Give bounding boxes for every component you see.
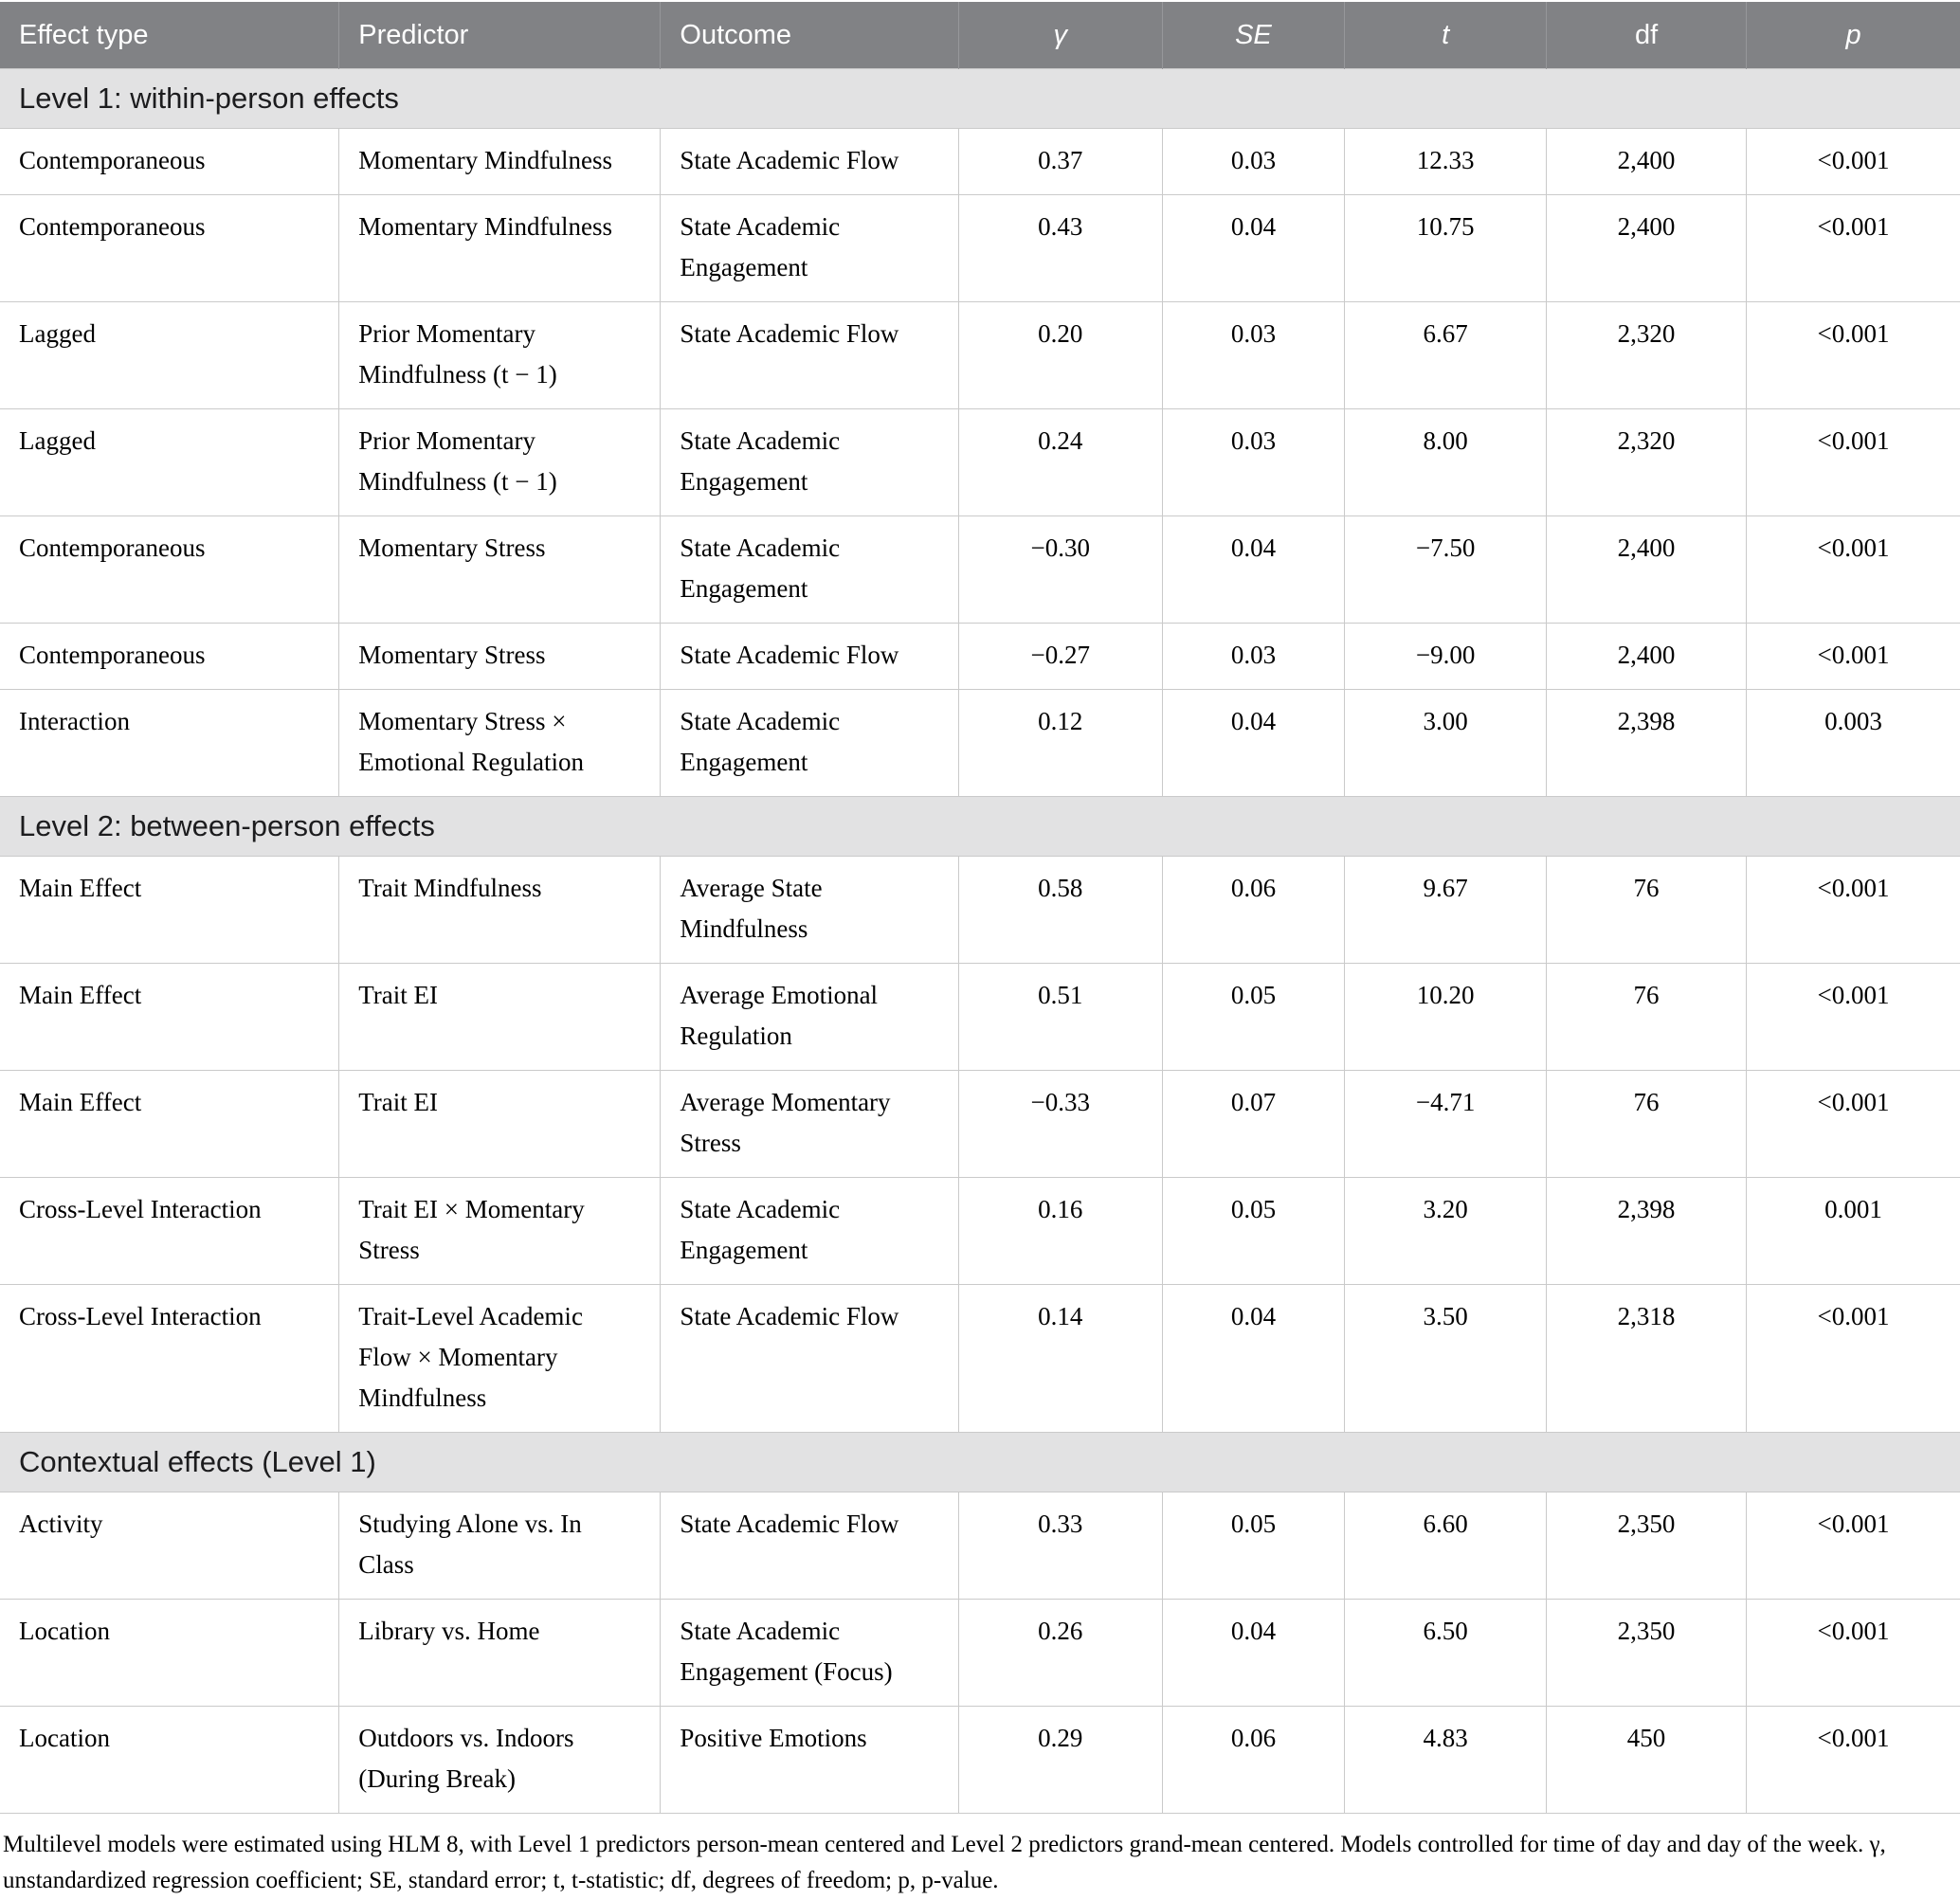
- table-row: [0, 857, 1960, 964]
- table-cell-p: <0.001: [1747, 195, 1960, 302]
- table-cell-t: −7.50: [1345, 516, 1547, 624]
- table-cell-effect-type: Cross-Level Interaction: [0, 1178, 339, 1285]
- table-cell-outcome: State Academic Flow: [661, 1492, 958, 1600]
- table-cell-gamma: 0.12: [958, 690, 1162, 797]
- table-cell-p: <0.001: [1747, 516, 1960, 624]
- table-cell-outcome: State Academic Engagement: [661, 409, 958, 516]
- table-cell-gamma: 0.26: [958, 1600, 1162, 1707]
- table-cell-df: 2,400: [1547, 624, 1747, 690]
- table-cell-df: 2,320: [1547, 302, 1747, 409]
- table-cell-t: 3.50: [1345, 1285, 1547, 1433]
- table-cell-df: 2,320: [1547, 409, 1747, 516]
- table-cell-se: 0.04: [1162, 516, 1344, 624]
- table-cell-predictor: Outdoors vs. Indoors (During Break): [339, 1707, 661, 1814]
- table-cell-p: <0.001: [1747, 302, 1960, 409]
- table-cell-p: <0.001: [1747, 1707, 1960, 1814]
- table-cell-predictor: Momentary Mindfulness: [339, 195, 661, 302]
- table-cell-t: −9.00: [1345, 624, 1547, 690]
- table-cell-effect-type: Lagged: [0, 302, 339, 409]
- table-cell-df: 2,400: [1547, 129, 1747, 195]
- table-cell-effect-type: Contemporaneous: [0, 129, 339, 195]
- table-cell-p: <0.001: [1747, 1071, 1960, 1178]
- table-cell-se: 0.07: [1162, 1071, 1344, 1178]
- table-cell-effect-type: Activity: [0, 1492, 339, 1600]
- column-header-predictor: Predictor: [339, 2, 661, 69]
- table-cell-t: 10.20: [1345, 964, 1547, 1071]
- table-row: [0, 1600, 1960, 1707]
- table-cell-effect-type: Contemporaneous: [0, 624, 339, 690]
- table-row: [0, 516, 1960, 624]
- section-title: Level 1: within-person effects: [0, 69, 1960, 129]
- table-cell-outcome: State Academic Engagement: [661, 690, 958, 797]
- column-header-outcome: Outcome: [661, 2, 958, 69]
- section-header-row-2: [0, 1433, 1960, 1492]
- table-cell-predictor: Trait EI × Momentary Stress: [339, 1178, 661, 1285]
- table-row: [0, 195, 1960, 302]
- results-table: [0, 2, 1960, 1814]
- table-cell-p: <0.001: [1747, 964, 1960, 1071]
- table-cell-predictor: Momentary Stress: [339, 624, 661, 690]
- table-cell-predictor: Momentary Stress × Emotional Regulation: [339, 690, 661, 797]
- table-cell-p: <0.001: [1747, 1600, 1960, 1707]
- table-row: [0, 624, 1960, 690]
- column-header-gamma: γ: [958, 2, 1162, 69]
- table-cell-df: 2,350: [1547, 1492, 1747, 1600]
- table-header: [0, 2, 1960, 69]
- table-cell-p: <0.001: [1747, 857, 1960, 964]
- table-cell-gamma: 0.24: [958, 409, 1162, 516]
- table-cell-outcome: Average Momentary Stress: [661, 1071, 958, 1178]
- table-cell-gamma: 0.16: [958, 1178, 1162, 1285]
- table-cell-p: <0.001: [1747, 1285, 1960, 1433]
- table-cell-gamma: 0.37: [958, 129, 1162, 195]
- table-cell-se: 0.03: [1162, 624, 1344, 690]
- table-cell-outcome: Positive Emotions: [661, 1707, 958, 1814]
- table-cell-outcome: Average Emotional Regulation: [661, 964, 958, 1071]
- column-header-effect-type: Effect type: [0, 2, 339, 69]
- table-cell-se: 0.05: [1162, 1492, 1344, 1600]
- table-cell-t: 3.00: [1345, 690, 1547, 797]
- table-cell-predictor: Momentary Stress: [339, 516, 661, 624]
- table-cell-predictor: Prior Momentary Mindfulness (t − 1): [339, 302, 661, 409]
- table-cell-t: 6.67: [1345, 302, 1547, 409]
- table-cell-df: 76: [1547, 857, 1747, 964]
- table-row: [0, 964, 1960, 1071]
- table-cell-df: 2,400: [1547, 516, 1747, 624]
- table-row: [0, 409, 1960, 516]
- table-cell-p: <0.001: [1747, 624, 1960, 690]
- table-cell-gamma: 0.58: [958, 857, 1162, 964]
- table-cell-p: <0.001: [1747, 409, 1960, 516]
- table-cell-p: <0.001: [1747, 1492, 1960, 1600]
- table-cell-predictor: Trait Mindfulness: [339, 857, 661, 964]
- table-cell-outcome: State Academic Engagement: [661, 516, 958, 624]
- table-cell-effect-type: Contemporaneous: [0, 516, 339, 624]
- table-cell-gamma: 0.51: [958, 964, 1162, 1071]
- table-cell-se: 0.04: [1162, 690, 1344, 797]
- table-cell-outcome: State Academic Flow: [661, 302, 958, 409]
- table-cell-gamma: −0.27: [958, 624, 1162, 690]
- table-cell-t: 12.33: [1345, 129, 1547, 195]
- table-cell-effect-type: Contemporaneous: [0, 195, 339, 302]
- table-cell-effect-type: Interaction: [0, 690, 339, 797]
- table-cell-se: 0.06: [1162, 857, 1344, 964]
- table-row: [0, 1492, 1960, 1600]
- table-cell-outcome: State Academic Engagement (Focus): [661, 1600, 958, 1707]
- table-cell-outcome: State Academic Flow: [661, 1285, 958, 1433]
- table-cell-df: 76: [1547, 964, 1747, 1071]
- table-cell-outcome: State Academic Engagement: [661, 1178, 958, 1285]
- table-cell-p: 0.003: [1747, 690, 1960, 797]
- table-cell-t: 9.67: [1345, 857, 1547, 964]
- table-cell-effect-type: Main Effect: [0, 857, 339, 964]
- table-cell-predictor: Library vs. Home: [339, 1600, 661, 1707]
- table-cell-effect-type: Main Effect: [0, 964, 339, 1071]
- table-cell-t: 3.20: [1345, 1178, 1547, 1285]
- section-header-row-1: [0, 797, 1960, 857]
- table-row: [0, 1285, 1960, 1433]
- column-header-p: p: [1747, 2, 1960, 69]
- section-title: Level 2: between-person effects: [0, 797, 1960, 857]
- table-row: [0, 302, 1960, 409]
- table-cell-df: 2,400: [1547, 195, 1747, 302]
- table-cell-effect-type: Cross-Level Interaction: [0, 1285, 339, 1433]
- column-header-row: [0, 2, 1960, 69]
- table-row: [0, 690, 1960, 797]
- table-cell-predictor: Studying Alone vs. In Class: [339, 1492, 661, 1600]
- table-cell-t: 6.60: [1345, 1492, 1547, 1600]
- table-cell-se: 0.03: [1162, 302, 1344, 409]
- table-cell-p: <0.001: [1747, 129, 1960, 195]
- table-cell-t: −4.71: [1345, 1071, 1547, 1178]
- table-row: [0, 1071, 1960, 1178]
- table-cell-df: 2,398: [1547, 690, 1747, 797]
- table-cell-effect-type: Lagged: [0, 409, 339, 516]
- table-cell-gamma: 0.33: [958, 1492, 1162, 1600]
- table-cell-gamma: 0.29: [958, 1707, 1162, 1814]
- table-cell-gamma: 0.20: [958, 302, 1162, 409]
- table-footnote: Multilevel models were estimated using HLM 8, with Level 1 predictors person-mean centered and Level 2 predictors grand-mean centered. Models controlled for time of day and day of the week. γ, unstandardized regression coefficient; SE, standard error; t, t-statistic; df, degrees of freedom; p, p-value.: [3, 1832, 1886, 1893]
- table-cell-t: 6.50: [1345, 1600, 1547, 1707]
- section-title: Contextual effects (Level 1): [0, 1433, 1960, 1492]
- table-cell-predictor: Momentary Mindfulness: [339, 129, 661, 195]
- table-row: [0, 129, 1960, 195]
- table-cell-df: 76: [1547, 1071, 1747, 1178]
- table-cell-df: 2,350: [1547, 1600, 1747, 1707]
- table-cell-df: 2,398: [1547, 1178, 1747, 1285]
- table-cell-predictor: Trait-Level Academic Flow × Momentary Mindfulness: [339, 1285, 661, 1433]
- table-cell-t: 4.83: [1345, 1707, 1547, 1814]
- table-cell-predictor: Trait EI: [339, 964, 661, 1071]
- table-cell-p: 0.001: [1747, 1178, 1960, 1285]
- table-cell-gamma: −0.33: [958, 1071, 1162, 1178]
- table-cell-df: 2,318: [1547, 1285, 1747, 1433]
- table-cell-effect-type: Location: [0, 1707, 339, 1814]
- table-cell-gamma: 0.43: [958, 195, 1162, 302]
- table-cell-t: 10.75: [1345, 195, 1547, 302]
- table-cell-effect-type: Location: [0, 1600, 339, 1707]
- column-header-se: SE: [1162, 2, 1344, 69]
- table-row: [0, 1178, 1960, 1285]
- table-row: [0, 1707, 1960, 1814]
- table-cell-df: 450: [1547, 1707, 1747, 1814]
- table-body: [0, 69, 1960, 1814]
- table-cell-se: 0.04: [1162, 195, 1344, 302]
- table-cell-outcome: State Academic Engagement: [661, 195, 958, 302]
- table-cell-predictor: Prior Momentary Mindfulness (t − 1): [339, 409, 661, 516]
- table-cell-predictor: Trait EI: [339, 1071, 661, 1178]
- column-header-t: t: [1345, 2, 1547, 69]
- table-cell-outcome: Average State Mindfulness: [661, 857, 958, 964]
- table-cell-effect-type: Main Effect: [0, 1071, 339, 1178]
- table-cell-t: 8.00: [1345, 409, 1547, 516]
- table-cell-se: 0.04: [1162, 1600, 1344, 1707]
- column-header-df: df: [1547, 2, 1747, 69]
- table-cell-se: 0.03: [1162, 409, 1344, 516]
- section-header-row-0: [0, 69, 1960, 129]
- table-cell-outcome: State Academic Flow: [661, 624, 958, 690]
- table-cell-outcome: State Academic Flow: [661, 129, 958, 195]
- table-cell-se: 0.05: [1162, 1178, 1344, 1285]
- table-cell-gamma: −0.30: [958, 516, 1162, 624]
- table-cell-gamma: 0.14: [958, 1285, 1162, 1433]
- table-cell-se: 0.04: [1162, 1285, 1344, 1433]
- table-cell-se: 0.06: [1162, 1707, 1344, 1814]
- table-cell-se: 0.03: [1162, 129, 1344, 195]
- table-cell-se: 0.05: [1162, 964, 1344, 1071]
